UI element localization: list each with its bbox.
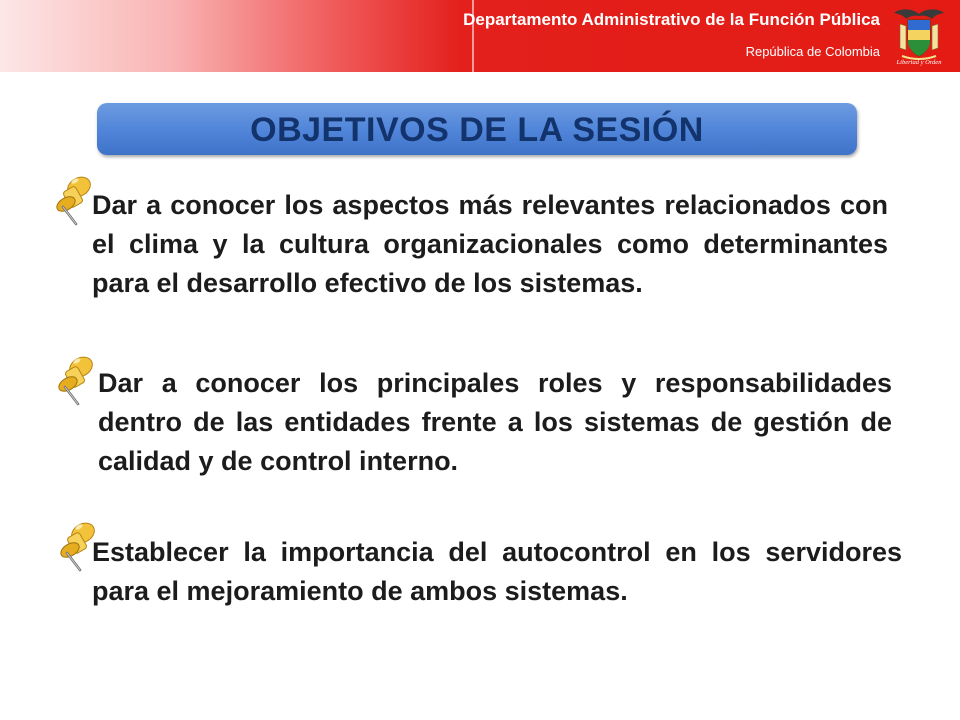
objective-item — [98, 364, 892, 481]
title-banner — [97, 103, 857, 155]
pushpin-icon — [52, 170, 96, 226]
objective-text: Dar a conocer los aspectos más relevantes relacionados con el clima y la cultura organizacionales como determinantes para el desarrollo efectivo de los sistemas. — [92, 190, 888, 298]
objective-text: Dar a conocer los principales roles y responsabilidades dentro de las entidades frente a los sistemas de gestión de calidad y de control interno. — [98, 368, 892, 476]
slide-title: OBJETIVOS DE LA SESIÓN — [250, 111, 704, 149]
objective-text: Establecer la importancia del autocontrol en los servidores para el mejoramiento de ambos sistemas. — [92, 537, 902, 606]
objective-item — [92, 186, 888, 303]
seal-motto: Libertad y Orden — [896, 59, 942, 66]
country-name: República de Colombia — [745, 44, 880, 59]
pushpin-icon — [54, 350, 98, 406]
objective-item — [92, 533, 902, 611]
organization-name: Departamento Administrativo de la Función Pública — [463, 10, 880, 29]
